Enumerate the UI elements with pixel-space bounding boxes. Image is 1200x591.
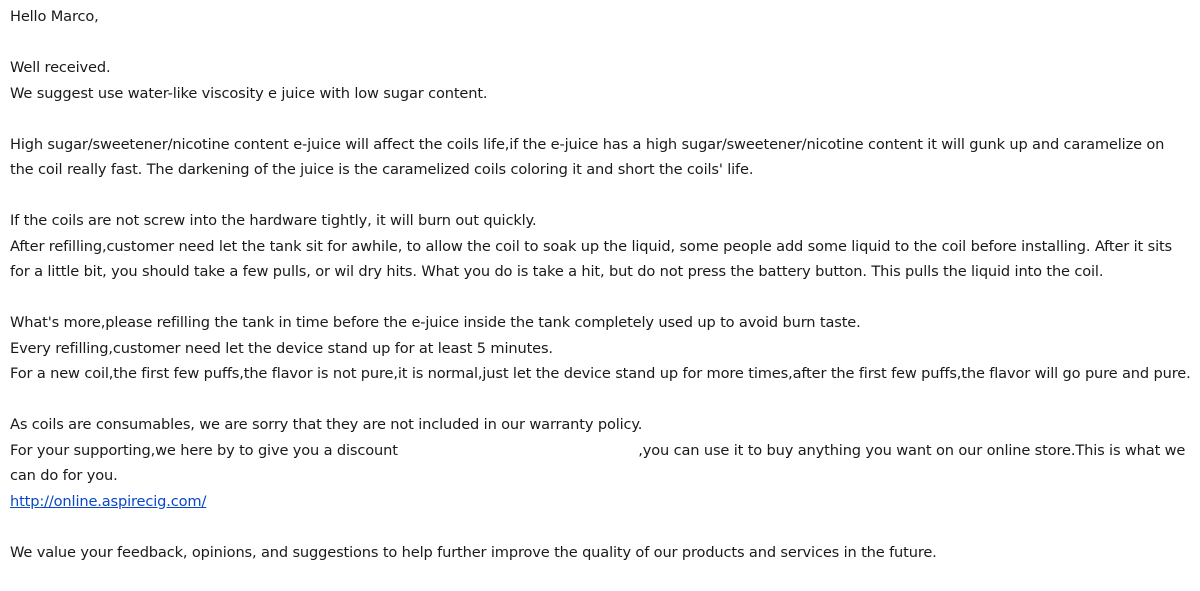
discount-paragraph: [10, 438, 1192, 489]
suggestion-line: We suggest use water-like viscosity e juice with low sugar content.: [10, 84, 488, 102]
closing-line: We value your feedback, opinions, and suggestions to help further improve the quality of our products and services in the future.: [10, 543, 937, 561]
new-coil-line: For a new coil,the first few puffs,the flavor is not pure,it is normal,just let the device stand up for more times,after the first few puffs,the flavor will go pure and pure.: [10, 365, 1191, 382]
refill-in-time-line: What's more,please refilling the tank in time before the e-juice inside the tank completely used up to avoid burn taste.: [10, 314, 861, 331]
spacer: [10, 285, 1192, 311]
store-link-line: [10, 489, 1192, 515]
email-body: [10, 4, 1192, 565]
spacer: [10, 183, 1192, 209]
spacer: [10, 514, 1192, 540]
greeting: Hello Marco,: [10, 8, 99, 25]
sugar-content-paragraph: High sugar/sweetener/nicotine content e-juice will affect the coils life,if the e-juice has a high sugar/sweetener/nicotine content it will gunk up and caramelize on the coil really fast. The darkening of the juice is the caramelized coils coloring it and short the coils' life.: [10, 135, 1165, 178]
stand-up-line: Every refilling,customer need let the device stand up for at least 5 minutes.: [10, 339, 553, 357]
coil-tightness-line: If the coils are not screw into the hardware tightly, it will burn out quickly.: [10, 212, 537, 229]
spacer: [10, 106, 1192, 132]
redacted-discount-code: [402, 442, 638, 458]
discount-text-after: ,you can use it to buy anything you want on our online store.This is what we can do for you.: [10, 441, 1186, 484]
warranty-line: As coils are consumables, we are sorry that they are not included in our warranty policy.: [10, 416, 643, 433]
spacer: [10, 30, 1192, 56]
discount-text-before: For your supporting,we here by to give you a discount: [10, 441, 403, 459]
refilling-advice-paragraph: After refilling,customer need let the tank sit for awhile, to allow the coil to soak up the liquid, some people add some liquid to the coil before installing. After it sits for a little bit, you should take a few pulls, or wil dry hits. What you do is take a hit, but do not press the battery button. This pulls the liquid into the coil.: [10, 237, 1172, 280]
spacer: [10, 387, 1192, 413]
online-store-link[interactable]: http://online.aspirecig.com/: [10, 492, 207, 510]
acknowledgement-line: Well received.: [10, 59, 111, 76]
